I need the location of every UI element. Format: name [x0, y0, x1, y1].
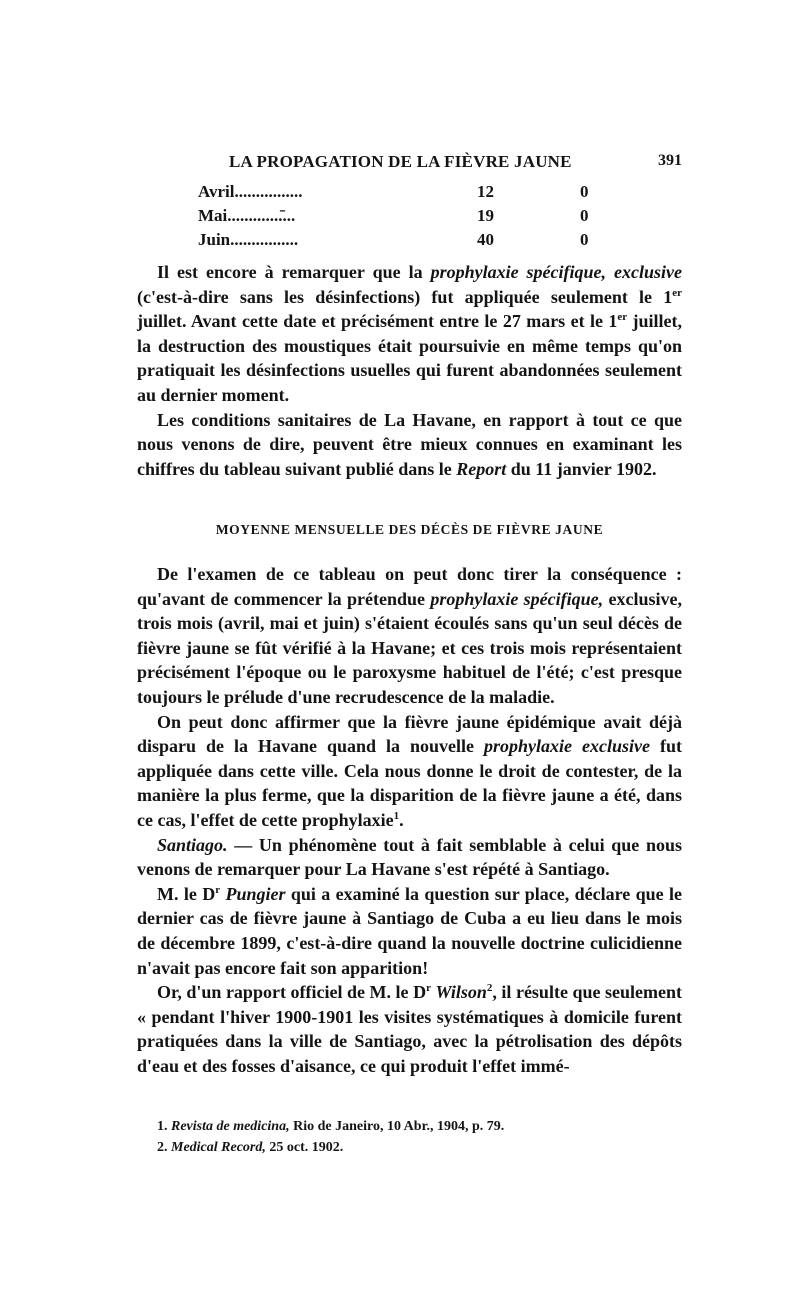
body-text-lower [137, 562, 682, 1078]
body-text-upper [137, 260, 682, 481]
deaths-cell: 12 [477, 182, 494, 201]
superscript: r [215, 883, 221, 896]
footnote-text: 25 oct. 1902. [265, 1140, 344, 1155]
count-cell: 0 [580, 230, 589, 249]
table-caption: MOYENNE MENSUELLE DES DÉCÈS DE FIÈVRE JAUNE [215, 522, 604, 537]
italic-term: Wilson [435, 982, 487, 1003]
text-run: Or, d'un rapport officiel de M. le D [157, 982, 427, 1003]
text-run: — Un phénomène tout à fait semblable à celui que nous venons de remarquer pour La Havane s'est répété à Santiago. [137, 834, 682, 880]
paragraph-santiago [137, 833, 682, 882]
paragraph-prophylaxis [137, 260, 682, 408]
text-run: (c'est-à-dire sans les désinfections) fut appliquée seulement le 1 [137, 286, 673, 307]
text-run: . [399, 809, 404, 830]
running-head [137, 152, 682, 178]
deaths-cell: 40 [477, 230, 494, 249]
paragraph-sanitary-conditions [137, 408, 682, 482]
paragraph-affirmation [137, 710, 682, 833]
text-run: Les conditions sanitaires de La Havane, en rapport à tout ce que nous venons de dire, peuvent être mieux connues en examinant les chiffres du tableau suivant publié dans le [137, 409, 682, 479]
paragraph-pungier [137, 882, 682, 980]
italic-term: prophylaxie spécifique, exclusive [430, 262, 682, 282]
footnote-number: 1. [157, 1119, 171, 1134]
footnote-number: 2. [157, 1140, 171, 1155]
footnote [137, 1137, 682, 1158]
footnote [137, 1116, 682, 1137]
superscript: r [426, 982, 431, 995]
italic-term: Report [456, 458, 507, 479]
footnotes [137, 1116, 682, 1158]
italic-term: Pungier [225, 883, 286, 904]
month-cell: Avril................ [198, 182, 303, 201]
table-row [198, 206, 598, 230]
text-run: M. le D [157, 883, 216, 904]
footnote-text: Rio de Janeiro, 10 Abr., 1904, p. 79. [289, 1119, 505, 1134]
text-run: exclusive, trois mois (avril, mai et juin) s'étaient écoulés sans qu'un seul décès de fièvre jaune se fût vérifié à la Havane; et ces trois mois représentaient précisément l'époque ou le paroxysme habituel de l'été; c'est presque toujours le prélude d'une recrudescence de la maladie. [137, 588, 682, 707]
table-row [198, 182, 598, 206]
table-row [198, 230, 598, 254]
footnote-title: Revista de medicina, [171, 1119, 290, 1134]
paragraph-consequence [137, 562, 682, 710]
text-run: juillet, la destruction des moustiques était poursuivie en même temps qu'on pratiquait les désinfections usuelles qui furent abandonnées seulement au dernier moment. [137, 311, 682, 405]
superscript: er [672, 286, 682, 299]
footnote-ref: 1 [393, 809, 400, 822]
italic-term: Santiago. [157, 834, 228, 855]
text-run: On peut donc affirmer que la fièvre jaune épidémique avait déjà disparu de la Havane quand la nouvelle [137, 711, 682, 757]
superscript: er [617, 311, 628, 324]
text-run: , il résulte que seulement « pendant l'hiver 1900-1901 les visites systématiques à domicile furent pratiquées dans la ville de Santiago, avec la pétrolisation des dépôts d'eau et des fosses d'aisance, ce qui produit l'effet immé- [137, 982, 682, 1076]
running-title: LA PROPAGATION DE LA FIÈVRE JAUNE [229, 152, 572, 171]
deaths-cell: 19 [477, 206, 494, 225]
text-run: juillet. Avant cette date et précisément entre le 27 mars et le 1 [137, 311, 618, 332]
italic-term: prophylaxie exclusive [484, 736, 650, 757]
month-cell: Mai.............̄... [198, 206, 296, 225]
paragraph-wilson [137, 980, 682, 1078]
footnote-title: Medical Record, [171, 1140, 266, 1155]
month-cell: Juin................ [198, 230, 299, 249]
count-cell: 0 [580, 206, 589, 225]
text-run: du 11 janvier 1902. [506, 458, 657, 479]
text-run: fut appliquée dans cette ville. Cela nous donne le droit de contester, de la manière la plus ferme, que la disparition de la fièvre jaune a été, dans ce cas, l'effet de cette prophylaxie [137, 736, 682, 830]
count-cell: 0 [580, 182, 589, 201]
footnote-ref: 2 [486, 982, 493, 995]
page-number: 391 [658, 152, 682, 169]
italic-term: prophylaxie spécifique, [430, 588, 604, 609]
text-run: qui a examiné la question sur place, déclare que le dernier cas de fièvre jaune à Santiago de Cuba a eu lieu dans le mois de décembre 1899, c'est-à-dire quand la nouvelle doctrine culicidienne n'avait pas encore fait son apparition! [137, 883, 683, 978]
text-run: De l'examen de ce tableau on peut donc tirer la conséquence : qu'avant de commencer la prétendue [137, 564, 682, 609]
text-run: Il est encore à remarquer que la [157, 262, 431, 282]
monthly-deaths-table [198, 182, 598, 254]
